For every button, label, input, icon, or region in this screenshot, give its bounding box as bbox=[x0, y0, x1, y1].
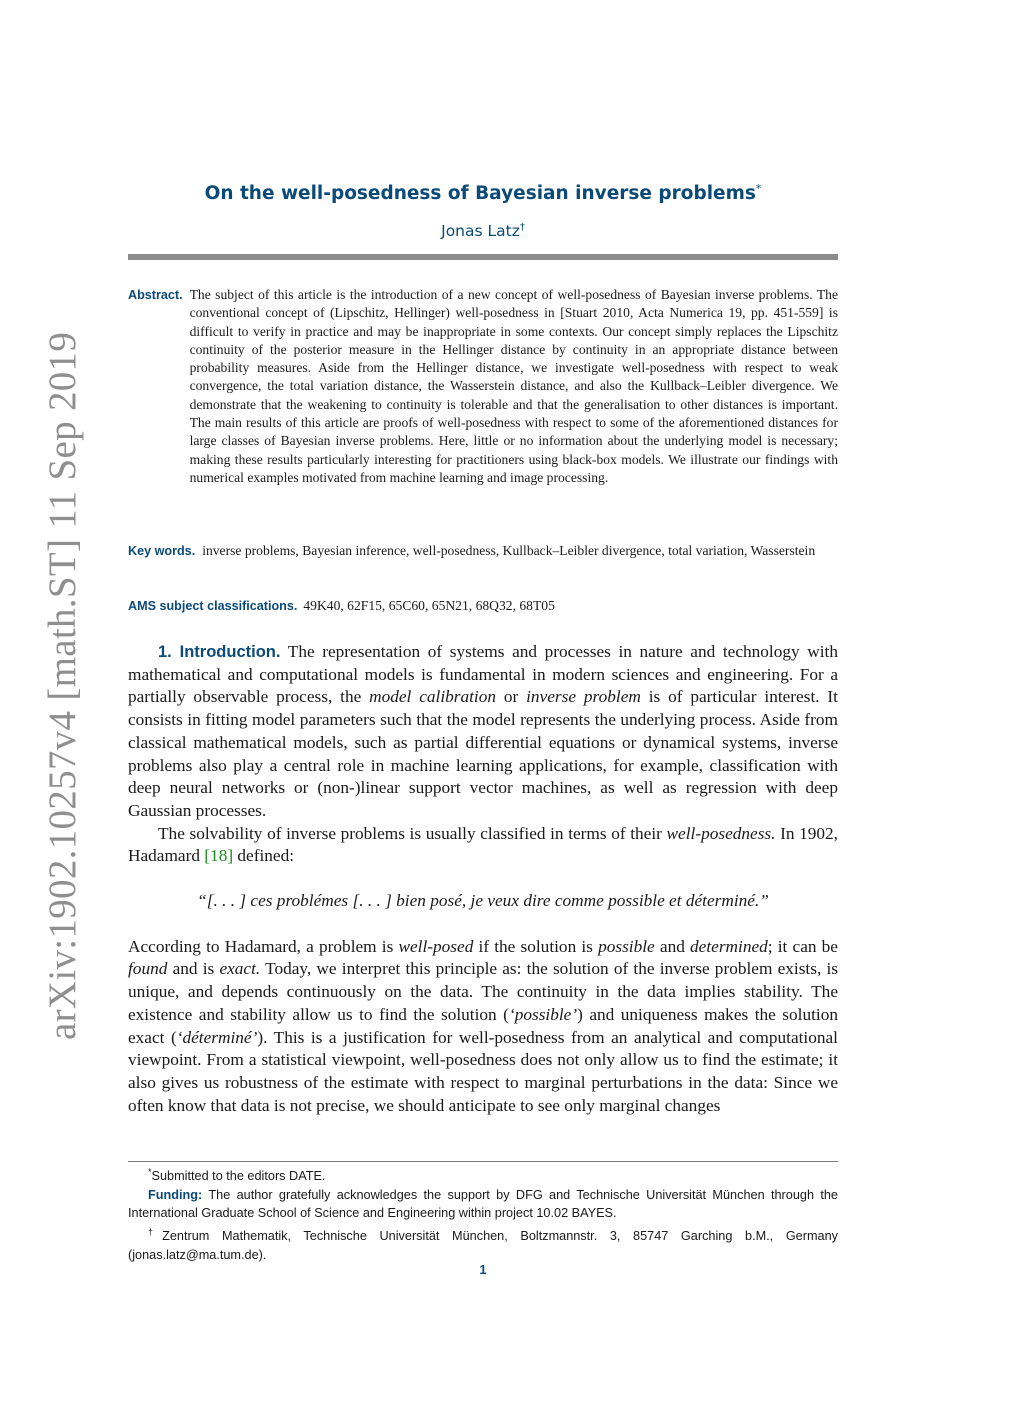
hadamard-quote: “[. . . ] ces problémes [. . . ] bien posé, je veux dire comme possible et déterminé.” bbox=[197, 891, 769, 911]
intro-paragraph-3 bbox=[128, 936, 838, 1118]
intro-text: and is bbox=[167, 959, 220, 979]
arxiv-identifier-stamp: arXiv:1902.10257v4 [math.ST] 11 Sep 2019 bbox=[41, 331, 84, 1040]
footnote-mark: * bbox=[148, 1167, 152, 1177]
introduction-section bbox=[128, 641, 838, 1117]
intro-emphasis: well-posedness. bbox=[666, 823, 776, 843]
intro-text: Today, we interpret this principle as: the solution of the inverse problem exists, is unique, and depends continuously on the data. The continuity in the data implies stability. The existence and stability allow us to find the solution ( bbox=[128, 959, 838, 1024]
funding-text: The author gratefully acknowledges the support by DFG and Technische Universität München through the International Graduate School of Science and Engineering within project 10.02 BAYES. bbox=[128, 1187, 838, 1221]
abstract bbox=[128, 286, 838, 487]
footnote-funding bbox=[128, 1186, 838, 1223]
keywords-text: inverse problems, Bayesian inference, well-posedness, Kullback–Leibler divergence, total variation, Wasserstein bbox=[202, 543, 816, 558]
intro-text: According to Hadamard, a problem is bbox=[128, 936, 399, 956]
title-rule bbox=[128, 254, 838, 260]
intro-text: ; it can be bbox=[767, 936, 838, 956]
author-footnote-mark: † bbox=[519, 222, 525, 233]
intro-text: ). This is a justification for well-posedness from an analytical and computational viewpoint. From a statistical viewpoint, well-posedness does not only allow us to find the estimate; it also gives us robustness of the estimate with respect to marginal perturbations in the data: Since we often know that data is not precise, we should anticipate to see only marginal changes bbox=[128, 1027, 838, 1115]
footnote-submitted bbox=[128, 1163, 838, 1186]
page-number: 1 bbox=[479, 1262, 487, 1277]
keywords-label: Key words. bbox=[128, 544, 196, 558]
intro-text: if the solution is bbox=[473, 936, 599, 956]
intro-emphasis: well-posed bbox=[398, 936, 474, 956]
intro-text: or bbox=[496, 687, 527, 707]
affiliation-text: Zentrum Mathematik, Technische Universität München, Boltzmannstr. 3, 85747 Garching b.M., Germany (jonas.latz@ma.tum.de). bbox=[128, 1229, 838, 1262]
intro-paragraph-1 bbox=[128, 641, 838, 823]
paper-title bbox=[128, 182, 838, 204]
funding-label: Funding: bbox=[148, 1187, 203, 1202]
intro-emphasis: determined bbox=[690, 936, 768, 956]
footnote-affiliation bbox=[128, 1223, 838, 1264]
intro-text: is of particular interest. It consists in fitting model parameters such that the model represents the underlying process. Aside from classical mathematical models, such as partial differential equations or dynamical systems, inverse problems also play a central role in machine learning applications, for example, classification with deep neural networks or (non-)linear support vector machines, as well as regression with deep Gaussian processes. bbox=[128, 687, 838, 820]
intro-emphasis: found bbox=[128, 959, 168, 979]
author-name: Jonas Latz bbox=[441, 222, 520, 241]
keywords bbox=[128, 542, 838, 560]
ams-text: 49K40, 62F15, 65C60, 65N21, 68Q32, 68T05 bbox=[303, 598, 555, 613]
intro-emphasis: ‘possible’ bbox=[508, 1004, 578, 1024]
paper-title-text: On the well-posedness of Bayesian inverse problems bbox=[204, 183, 756, 205]
abstract-label: Abstract. bbox=[128, 288, 183, 302]
ams-label: AMS subject classifications. bbox=[128, 599, 298, 613]
intro-emphasis: ‘déterminé’ bbox=[176, 1027, 258, 1047]
abstract-text: The subject of this article is the introduction of a new concept of well-posedness of Bayesian inverse problems. The conventional concept of (Lipschitz, Hellinger) well-posedness in [Stuart 2010, Acta Numerica 19, pp. 451-559] is difficult to verify in practice and may be inappropriate in some contexts. Our concept simply replaces the Lipschitz continuity of the posterior measure in the Hellinger distance by continuity in an appropriate distance between probability measures. Aside from the Hellinger distance, we investigate well-posedness with respect to weak convergence, the total variation distance, the Wasserstein distance, and also the Kullback–Leibler divergence. We demonstrate that the weakening to continuity is tolerable and that the generalisation to other distances is important. The main results of this article are proofs of well-posedness with respect to some of the aforementioned distances for large classes of Bayesian inverse problems. Here, little or no information about the underlying model is necessary; making these results particularly interesting for practitioners using black-box models. We illustrate our findings with numerical examples motivated from machine learning and image processing. bbox=[189, 287, 838, 485]
citation-link[interactable]: [18] bbox=[204, 846, 234, 866]
title-footnote-mark: * bbox=[755, 182, 762, 195]
footnote-rule bbox=[128, 1161, 838, 1162]
intro-emphasis: model calibration bbox=[369, 687, 497, 707]
intro-emphasis: inverse problem bbox=[526, 687, 641, 707]
intro-emphasis: exact. bbox=[219, 959, 261, 979]
section-heading: 1. Introduction. bbox=[158, 643, 281, 661]
intro-text: In 1902, Hadamard bbox=[128, 823, 838, 866]
intro-text: The solvability of inverse problems is usually classified in terms of their bbox=[158, 823, 667, 843]
intro-text: ) and uniqueness makes the solution exact ( bbox=[128, 1004, 838, 1047]
intro-text: defined: bbox=[233, 846, 295, 866]
intro-text: and bbox=[654, 936, 691, 956]
intro-emphasis: possible bbox=[598, 936, 655, 956]
author-line bbox=[128, 222, 838, 240]
footnote-mark: † bbox=[148, 1227, 163, 1238]
intro-text: The representation of systems and processes in nature and technology with mathematical and computational models is fundamental in modern sciences and engineering. For a partially observable process, the bbox=[128, 642, 838, 707]
intro-paragraph-2 bbox=[128, 823, 838, 868]
ams-classifications bbox=[128, 597, 838, 615]
footnotes bbox=[128, 1163, 838, 1264]
footnote-text: Submitted to the editors DATE. bbox=[151, 1169, 326, 1184]
